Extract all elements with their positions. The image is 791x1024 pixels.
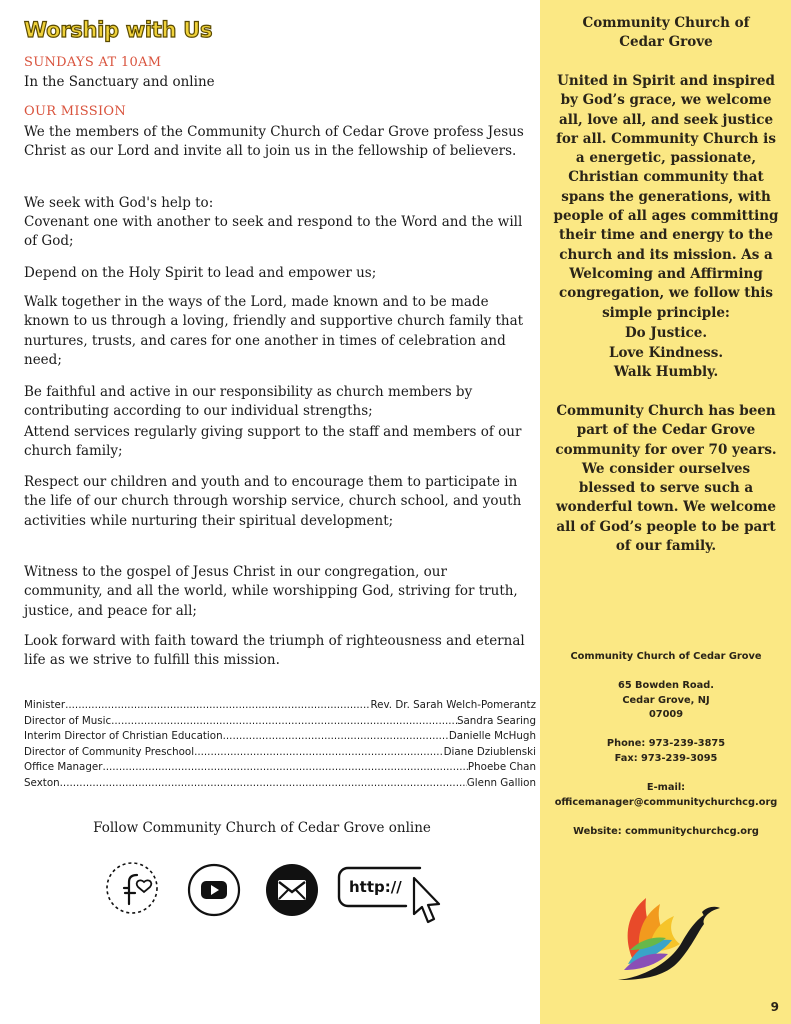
contact-phone: Phone: 973-239-3875 (606, 738, 726, 749)
contact-website[interactable]: Website: communitychurchcg.org (573, 826, 759, 837)
staff-list (24, 698, 536, 792)
staff-row: Minister ..... Rev. Dr. Sarah Welch-Pomerantz (24, 698, 536, 714)
youtube-icon[interactable] (186, 862, 242, 918)
sundays-heading: SUNDAYS AT 10AM (24, 55, 162, 70)
contact-street: 65 Bowden Road. (618, 680, 714, 691)
staff-row: Director of Community Preschool......... ..... Diane Dziublenski (24, 745, 536, 761)
contact-city: Cedar Grove, NJ (622, 695, 710, 706)
mission-attend: Attend services regularly giving support to the staff and members of our church family; (24, 424, 522, 460)
mission-look-forward: Look forward with faith toward the triumph of righteousness and eternal life as we strive to fulfill this mission. (24, 633, 525, 669)
contact-name: Community Church of Cedar Grove (570, 651, 762, 662)
email-icon[interactable] (264, 862, 320, 918)
facebook-heart-icon[interactable] (104, 860, 160, 916)
sidebar-principle-kindness: Love Kindness. (608, 345, 724, 361)
page-title: Worship with Us (24, 18, 213, 42)
mission-witness: Witness to the gospel of Jesus Christ in our congregation, our community, and all the world, while worshipping God, striving for truth, justice, and peace for all; (24, 564, 518, 619)
sidebar-history: Community Church has been part of the Cedar Grove community for over 70 years. We consider ourselves blessed to serve such a wonderful town. We welcome all of God’s people to be part of our family. (555, 403, 777, 555)
follow-label: Follow Community Church of Cedar Grove online (93, 820, 431, 836)
page-number: 9 (770, 1000, 779, 1014)
sidebar-title-line1: Community Church of (582, 15, 750, 31)
contact-email-label: E-mail: (646, 782, 686, 793)
contact-fax: Fax: 973-239-3095 (614, 753, 718, 764)
mission-seek: We seek with God's help to: (24, 195, 214, 211)
sidebar-principle-justice: Do Justice. (624, 325, 708, 341)
http-text: http:// (349, 878, 402, 896)
website-http-icon[interactable] (336, 864, 448, 930)
staff-row: Interim Director of Christian Education ..... Danielle McHugh (24, 729, 536, 745)
sundays-text: In the Sanctuary and online (24, 74, 215, 90)
dove-flame-logo-icon (610, 880, 725, 985)
sidebar-about: United in Spirit and inspired by God’s grace, we welcome all, love all, and seek justice for all. Community Church is a energetic, passionate, Christian community that spans the generations, with people of all ages committing their time and energy to the church and its mission. As a Welcoming and Affirming congregation, we follow this simple principle: (553, 73, 779, 321)
mission-intro: We the members of the Community Church of Cedar Grove profess Jesus Christ as our Lord and invite all to join us in the fellowship of believers. (24, 124, 524, 160)
mission-depend: Depend on the Holy Spirit to lead and empower us; (24, 265, 377, 281)
staff-row: Director of Music ..... Sandra Searing (24, 714, 536, 730)
mission-heading: OUR MISSION (24, 104, 127, 119)
contact-email[interactable]: officemanager@communitychurchcg.org (554, 797, 778, 808)
mission-covenant: Covenant one with another to seek and respond to the Word and the will of God; (24, 214, 523, 250)
staff-row: Office Manager ..... Phoebe Chan (24, 760, 536, 776)
staff-row: Sexton ..... Glenn Gallion (24, 776, 536, 792)
mission-walk: Walk together in the ways of the Lord, made known and to be made known to us through a loving, friendly and supportive church family that nurtures, trusts, and cares for one another in times of celebration and need; (24, 294, 524, 368)
sidebar-title-line2: Cedar Grove (619, 34, 713, 50)
contact-zip: 07009 (648, 709, 684, 720)
sidebar-principle-humbly: Walk Humbly. (613, 364, 719, 380)
mission-faithful: Be faithful and active in our responsibility as church members by contributing according to our individual strengths; (24, 384, 473, 420)
mission-respect: Respect our children and youth and to encourage them to participate in the life of our church through worship service, church school, and youth activities while nurturing their spiritual development; (24, 474, 522, 529)
